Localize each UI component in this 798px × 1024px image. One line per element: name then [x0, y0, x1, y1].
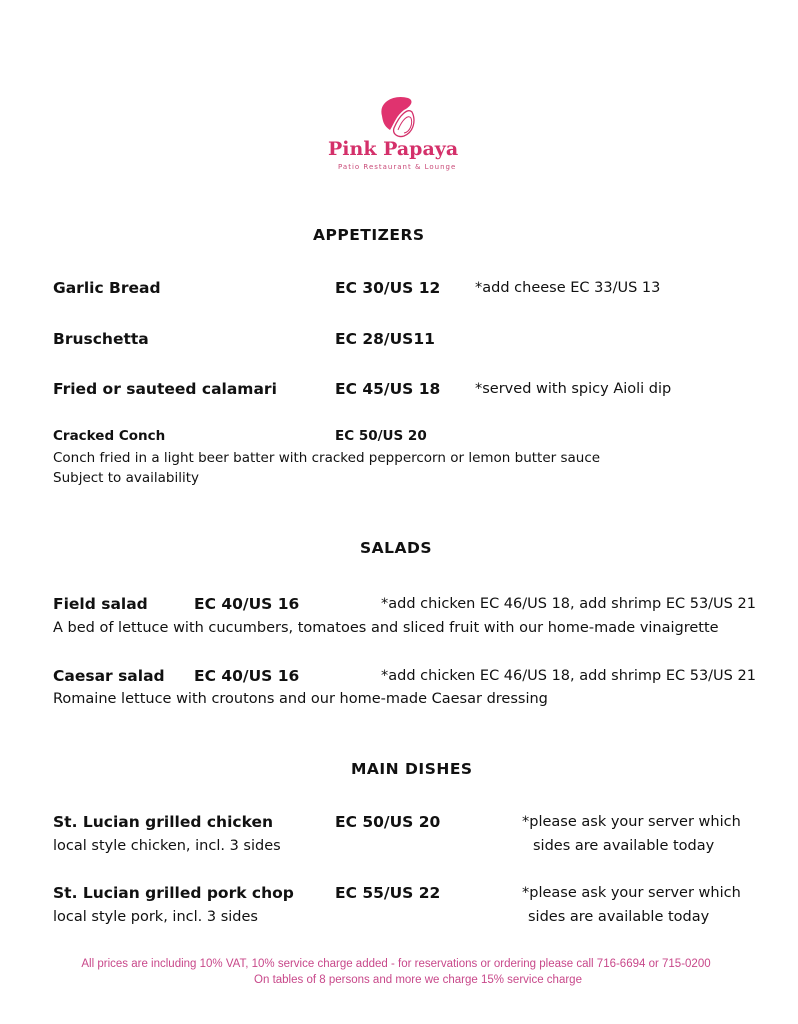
item-price: EC 50/US 20 — [335, 428, 427, 444]
item-name: St. Lucian grilled pork chop — [53, 884, 294, 902]
item-price: EC 40/US 16 — [194, 667, 300, 685]
item-name: Caesar salad — [53, 667, 165, 685]
item-description: Conch fried in a light beer batter with cracked peppercorn or lemon butter sauce — [53, 450, 601, 466]
item-note: *add chicken EC 46/US 18, add shrimp EC 53/US 21 — [381, 596, 756, 612]
item-name: Cracked Conch — [53, 428, 166, 444]
item-price: EC 50/US 20 — [335, 813, 441, 831]
papaya-logo-icon — [374, 94, 420, 140]
item-description: local style chicken, incl. 3 sides — [53, 838, 281, 854]
footer-service-charge-note: On tables of 8 persons and more we charge 15% service charge — [254, 974, 582, 986]
item-note: *please ask your server which — [522, 814, 741, 830]
item-price: EC 40/US 16 — [194, 595, 300, 613]
item-name: Fried or sauteed calamari — [53, 380, 277, 398]
item-price: EC 45/US 18 — [335, 380, 441, 398]
footer-pricing-note: All prices are including 10% VAT, 10% service charge added - for reservations or ordering please call 716-6694 or 715-0200 — [81, 958, 711, 970]
item-note: sides are available today — [528, 909, 710, 925]
item-note: *add chicken EC 46/US 18, add shrimp EC 53/US 21 — [381, 668, 756, 684]
section-title-salads: SALADS — [360, 539, 433, 557]
item-note: *served with spicy Aioli dip — [475, 381, 672, 397]
item-price: EC 30/US 12 — [335, 279, 441, 297]
logo-tagline: Patio Restaurant & Lounge — [338, 163, 457, 171]
item-name: Garlic Bread — [53, 279, 161, 297]
item-name: Bruschetta — [53, 330, 149, 348]
logo-name: Pink Papaya — [328, 138, 459, 160]
item-note: *please ask your server which — [522, 885, 741, 901]
item-note: *add cheese EC 33/US 13 — [475, 280, 661, 296]
section-title-appetizers: APPETIZERS — [313, 226, 425, 244]
item-name: St. Lucian grilled chicken — [53, 813, 274, 831]
item-note: sides are available today — [533, 838, 715, 854]
item-description: Subject to availability — [53, 470, 200, 486]
item-description: Romaine lettuce with croutons and our home-made Caesar dressing — [53, 691, 548, 707]
section-title-main-dishes: MAIN DISHES — [351, 760, 473, 778]
item-description: A bed of lettuce with cucumbers, tomatoes and sliced fruit with our home-made vinaigrette — [53, 620, 719, 636]
item-name: Field salad — [53, 595, 148, 613]
item-price: EC 55/US 22 — [335, 884, 441, 902]
item-description: local style pork, incl. 3 sides — [53, 909, 258, 925]
item-price: EC 28/US11 — [335, 330, 435, 348]
